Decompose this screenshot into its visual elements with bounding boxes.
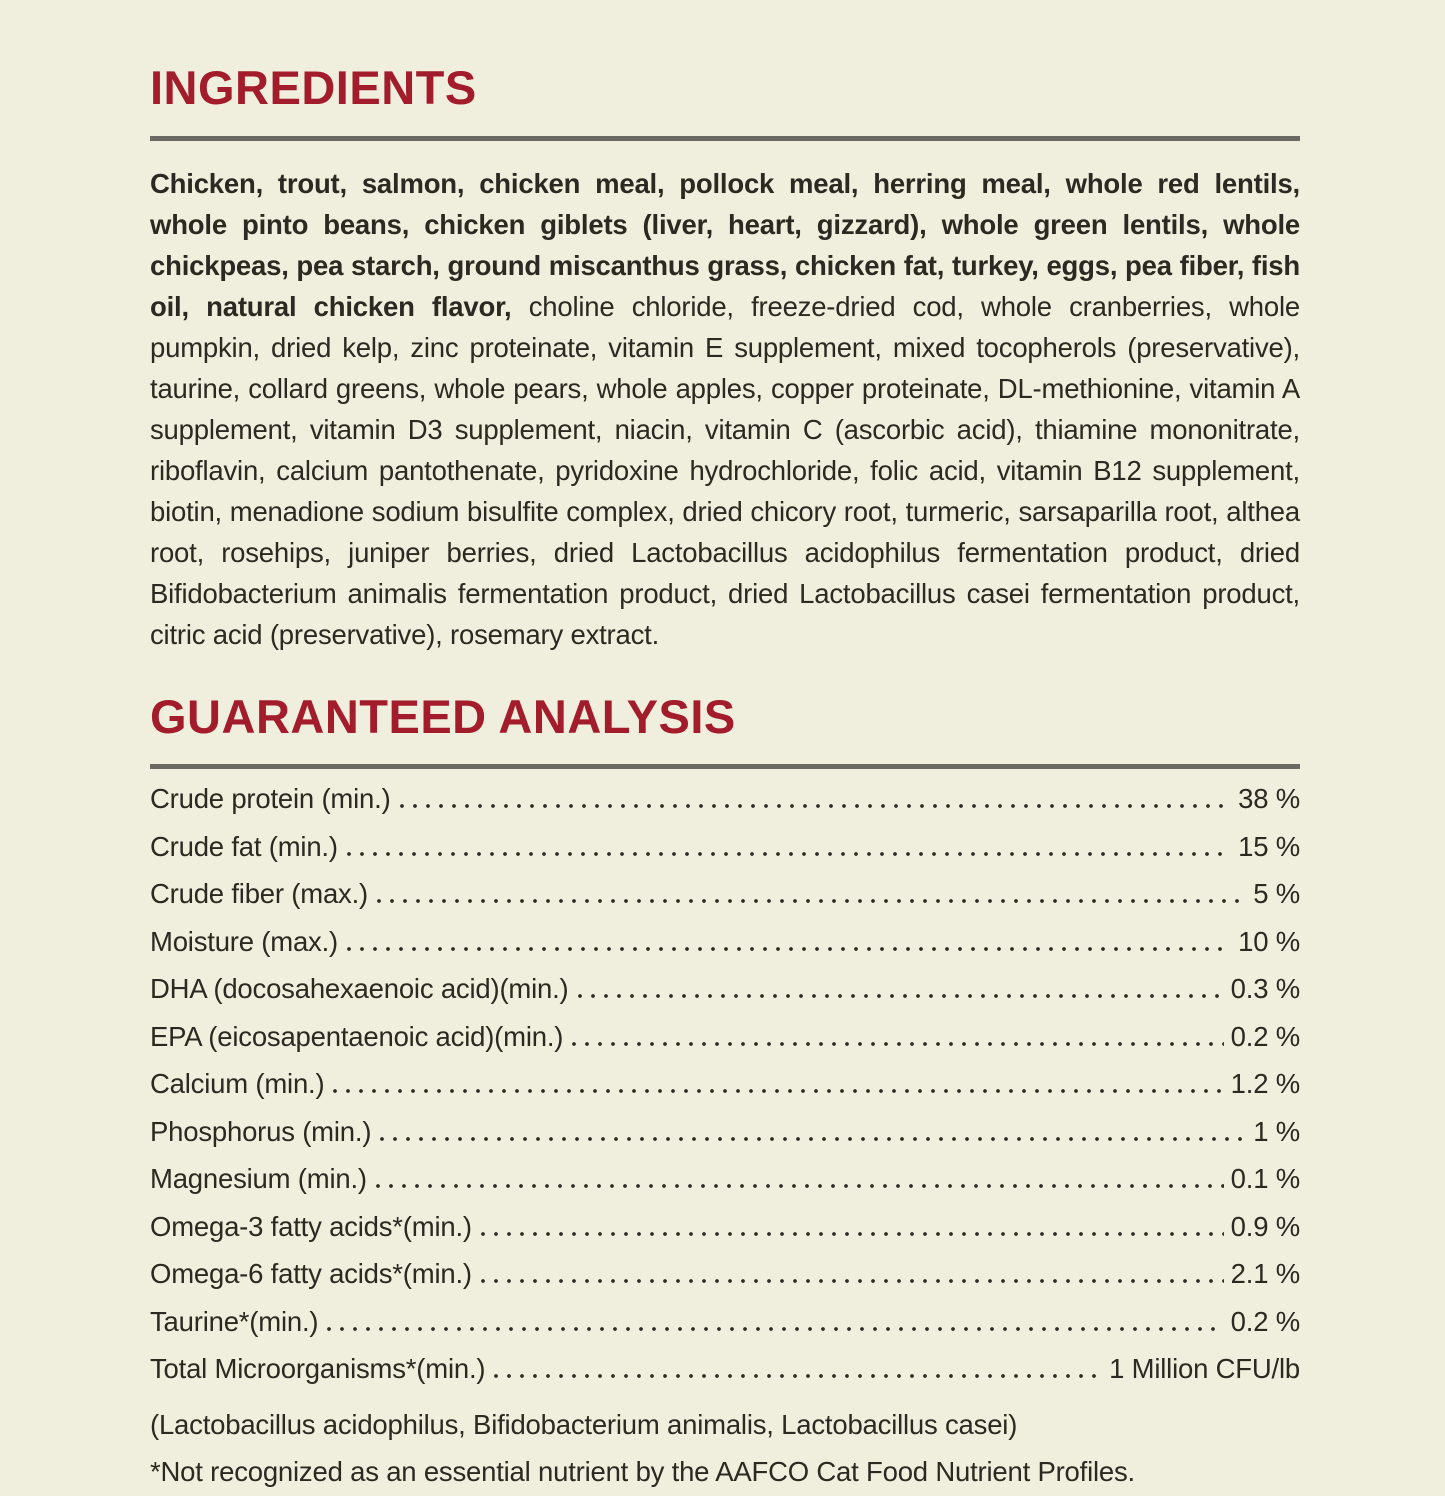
analysis-row <box>150 831 1300 879</box>
analysis-row <box>150 1116 1300 1164</box>
dot-leader <box>376 1184 1224 1188</box>
analysis-row-label: Moisture (max.) <box>150 925 338 957</box>
analysis-row-value: 0.9 % <box>1230 1210 1300 1242</box>
analysis-row-label: Crude fat (min.) <box>150 830 338 862</box>
analysis-row <box>150 783 1300 831</box>
analysis-row-value: 0.2 % <box>1230 1020 1300 1052</box>
analysis-row <box>150 1068 1300 1116</box>
analysis-row <box>150 1211 1300 1259</box>
analysis-row <box>150 878 1300 926</box>
analysis-row-label: Magnesium (min.) <box>150 1163 367 1195</box>
analysis-row-label: Phosphorus (min.) <box>150 1115 372 1147</box>
aafco-footnote: *Not recognized as an essential nutrient by the AAFCO Cat Food Nutrient Profiles. <box>150 1456 1135 1488</box>
analysis-table <box>150 783 1300 1401</box>
analysis-row-label: DHA (docosahexaenoic acid)(min.) <box>150 973 569 1005</box>
analysis-row-value: 0.3 % <box>1230 973 1300 1005</box>
ingredients-secondary-list: choline chloride, freeze-dried cod, whole cranberries, whole pumpkin, dried kelp, zinc proteinate, vitamin E supplement, mixed tocopherols (preservative), taurine, collard greens, whole pears, whole apples, copper proteinate, DL-methionine, vitamin A supplement, vitamin D3 supplement, niacin, vitamin C (ascorbic acid), thiamine mononitrate, riboflavin, calcium pantothenate, pyridoxine hydrochloride, folic acid, vitamin B12 supplement, biotin, menadione sodium bisulfite complex, dried chicory root, turmeric, sarsaparilla root, althea root, rosehips, juniper berries, dried Lactobacillus acidophilus fermentation product, dried Bifidobacterium animalis fermentation product, dried Lactobacillus casei fermentation product, citric acid (preservative), rosemary extract. <box>150 290 1300 650</box>
dot-leader <box>494 1374 1102 1378</box>
dot-leader <box>333 1089 1223 1093</box>
analysis-row <box>150 926 1300 974</box>
dot-leader <box>400 804 1232 808</box>
dot-leader <box>347 947 1231 951</box>
dot-leader <box>481 1232 1224 1236</box>
ingredients-section <box>150 62 1300 655</box>
guaranteed-analysis-section <box>150 691 1300 1496</box>
analysis-row <box>150 1163 1300 1211</box>
dot-leader <box>377 899 1246 903</box>
analysis-row-value: 1 Million CFU/lb <box>1109 1353 1300 1385</box>
analysis-row-label: EPA (eicosapentaenoic acid)(min.) <box>150 1020 564 1052</box>
dot-leader <box>481 1279 1224 1283</box>
analysis-row-value: 10 % <box>1238 925 1300 957</box>
analysis-heading: GUARANTEED ANALYSIS <box>150 689 736 743</box>
dot-leader <box>327 1327 1223 1331</box>
analysis-row-label: Crude protein (min.) <box>150 783 391 815</box>
ingredients-text <box>150 163 1300 655</box>
dot-leader <box>347 852 1231 856</box>
dot-leader <box>572 1042 1223 1046</box>
dot-leader <box>380 1137 1246 1141</box>
analysis-row-label: Calcium (min.) <box>150 1068 325 1100</box>
analysis-row-value: 38 % <box>1238 783 1300 815</box>
ingredients-divider <box>150 136 1300 141</box>
analysis-row <box>150 1306 1300 1354</box>
analysis-row-value: 1.2 % <box>1230 1068 1300 1100</box>
analysis-row-label: Total Microorganisms*(min.) <box>150 1353 486 1385</box>
dot-leader <box>578 994 1224 998</box>
analysis-row-label: Taurine*(min.) <box>150 1305 319 1337</box>
analysis-row-label: Crude fiber (max.) <box>150 878 368 910</box>
ingredients-heading: INGREDIENTS <box>150 61 477 114</box>
analysis-row <box>150 973 1300 1021</box>
analysis-row <box>150 1258 1300 1306</box>
ingredients-primary-list: Chicken, trout, salmon, chicken meal, pollock meal, herring meal, whole red lentils, whole pinto beans, chicken giblets (liver, heart, gizzard), whole green lentils, whole chickpeas, pea starch, ground miscanthus grass, chicken fat, turkey, eggs, pea fiber, fish oil, natural chicken flavor, <box>150 167 1300 322</box>
analysis-row <box>150 1021 1300 1069</box>
analysis-row-value: 0.2 % <box>1230 1305 1300 1337</box>
analysis-row-value: 0.1 % <box>1230 1163 1300 1195</box>
analysis-row-label: Omega-3 fatty acids*(min.) <box>150 1210 472 1242</box>
analysis-row-value: 5 % <box>1253 878 1300 910</box>
analysis-divider <box>150 764 1300 769</box>
analysis-row-value: 15 % <box>1238 830 1300 862</box>
analysis-row-value: 2.1 % <box>1230 1258 1300 1290</box>
microorganisms-species-note: (Lactobacillus acidophilus, Bifidobacterium animalis, Lactobacillus casei) <box>150 1408 1018 1440</box>
analysis-row-label: Omega-6 fatty acids*(min.) <box>150 1258 472 1290</box>
analysis-row <box>150 1353 1300 1401</box>
analysis-row-value: 1 % <box>1253 1115 1300 1147</box>
